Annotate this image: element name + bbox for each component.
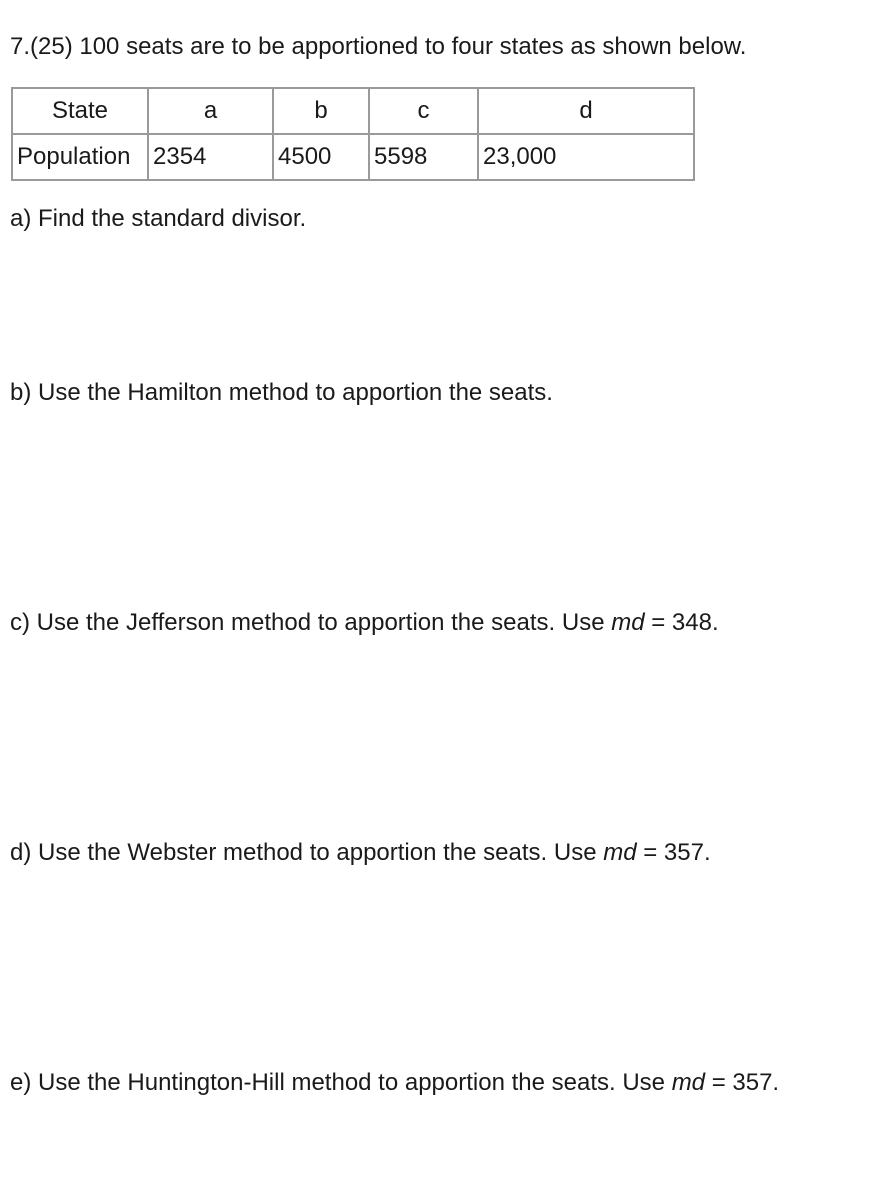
table-cell: 2354	[148, 134, 273, 180]
question-e-md: md	[671, 1069, 706, 1096]
question-d-text: d) Use the Webster method to apportion the seats. Use	[10, 839, 604, 866]
table-cell: 23,000	[478, 134, 694, 180]
problem-heading: 7.(25) 100 seats are to be apportioned to four states as shown below.	[10, 33, 747, 60]
table-header-cell: State	[12, 88, 148, 134]
table-cell: 5598	[369, 134, 478, 180]
table-row	[12, 134, 694, 180]
question-d-md: md	[603, 839, 637, 866]
question-c-value: = 348.	[644, 609, 719, 636]
table-cell: Population	[12, 134, 148, 180]
table-header-cell: a	[148, 88, 273, 134]
question-c	[10, 608, 719, 638]
question-e-value: = 357.	[705, 1069, 780, 1096]
question-d	[10, 838, 711, 868]
question-c-md: md	[611, 609, 645, 636]
question-e-text: e) Use the Huntington-Hill method to apportion the seats. Use	[10, 1069, 672, 1096]
table-header-row	[12, 88, 694, 134]
table-header-cell: d	[478, 88, 694, 134]
population-table	[11, 87, 695, 181]
question-d-value: = 357.	[636, 839, 711, 866]
question-c-text: c) Use the Jefferson method to apportion the seats. Use	[10, 609, 612, 636]
question-e	[10, 1068, 779, 1098]
question-b: b) Use the Hamilton method to apportion the seats.	[10, 379, 553, 406]
table-cell: 4500	[273, 134, 369, 180]
table-header-cell: c	[369, 88, 478, 134]
question-a: a) Find the standard divisor.	[10, 205, 307, 232]
table-header-cell: b	[273, 88, 369, 134]
